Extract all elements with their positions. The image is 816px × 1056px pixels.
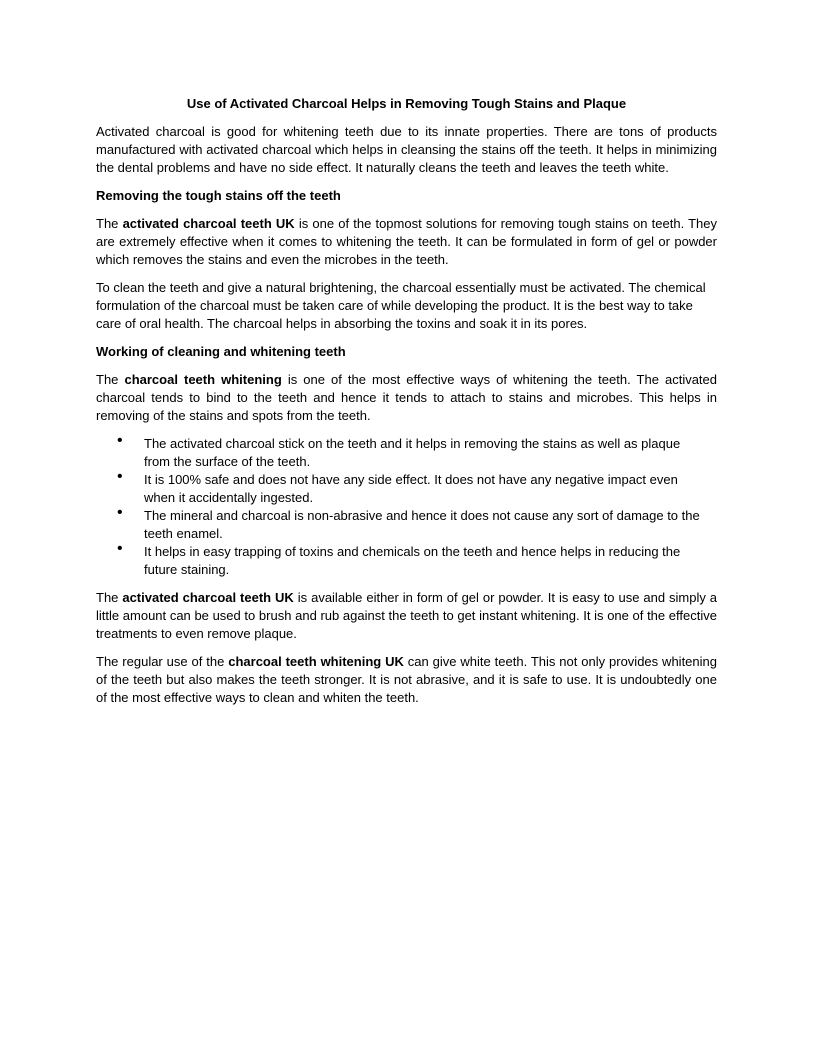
keyword-charcoal-teeth-whitening: charcoal teeth whitening (124, 372, 282, 387)
keyword-activated-charcoal-teeth-uk-2: activated charcoal teeth UK (122, 590, 294, 605)
list-item: • It helps in easy trapping of toxins and chemicals on the teeth and hence helps in reducing the future staining. (117, 540, 681, 577)
intro-paragraph: Activated charcoal is good for whitening teeth due to its innate properties. There are tons of products manufactured with activated charcoal which helps in cleansing the stains off the teeth. It helps in minimizing the dental problems and have no side effect. It naturally cleans the teeth and leaves the teeth white. (96, 124, 717, 175)
availability-paragraph: The activated charcoal teeth UK is available either in form of gel or powder. It is easy to use and simply a little amount can be used to brush and rub against the teeth to get instant whitening. It is one of the effective treatments to even remove plaque. (96, 590, 717, 641)
bullet-icon: • (117, 504, 123, 521)
regular-use-paragraph: The regular use of the charcoal teeth whitening UK can give white teeth. This not only provides whitening of the teeth but also makes the teeth stronger. It is not abrasive, and it is safe to use. It is undoubtedly one of the most effective ways to clean and whiten the teeth. (96, 654, 717, 705)
benefits-list (96, 432, 717, 579)
keyword-charcoal-teeth-whitening-uk: charcoal teeth whitening UK (228, 654, 404, 669)
document-page (96, 95, 717, 717)
keyword-activated-charcoal-teeth-uk: activated charcoal teeth UK (122, 216, 295, 231)
section-heading-working: Working of cleaning and whitening teeth (96, 344, 346, 359)
section-heading-removing-stains: Removing the tough stains off the teeth (96, 188, 341, 203)
stains-paragraph: The activated charcoal teeth UK is one of the topmost solutions for removing tough stains on teeth. They are extremely effective when it comes to whitening the teeth. It can be formulated in form of gel or powder which removes the stains and even the microbes in the teeth. (96, 216, 718, 267)
bullet-icon: • (117, 540, 123, 557)
bullet-icon: • (117, 432, 123, 449)
working-paragraph: The charcoal teeth whitening is one of the most effective ways of whitening the teeth. The activated charcoal tends to bind to the teeth and hence it tends to attach to stains and microbes. This helps in removing of the stains and spots from the teeth. (96, 372, 718, 423)
bullet-icon: • (117, 468, 123, 485)
activation-paragraph: To clean the teeth and give a natural brightening, the charcoal essentially must be activated. The chemical formulation of the charcoal must be taken care of while developing the product. It is the best way to take care of oral health. The charcoal helps in absorbing the toxins and soak it in its pores. (96, 280, 706, 331)
document-title: Use of Activated Charcoal Helps in Removing Tough Stains and Plaque (186, 96, 627, 111)
list-item: • The mineral and charcoal is non-abrasive and hence it does not cause any sort of damage to the teeth enamel. (117, 504, 700, 541)
list-item: • It is 100% safe and does not have any side effect. It does not have any negative impact even when it accidentally ingested. (117, 468, 678, 505)
list-item: • The activated charcoal stick on the teeth and it helps in removing the stains as well as plaque from the surface of the teeth. (117, 432, 681, 469)
